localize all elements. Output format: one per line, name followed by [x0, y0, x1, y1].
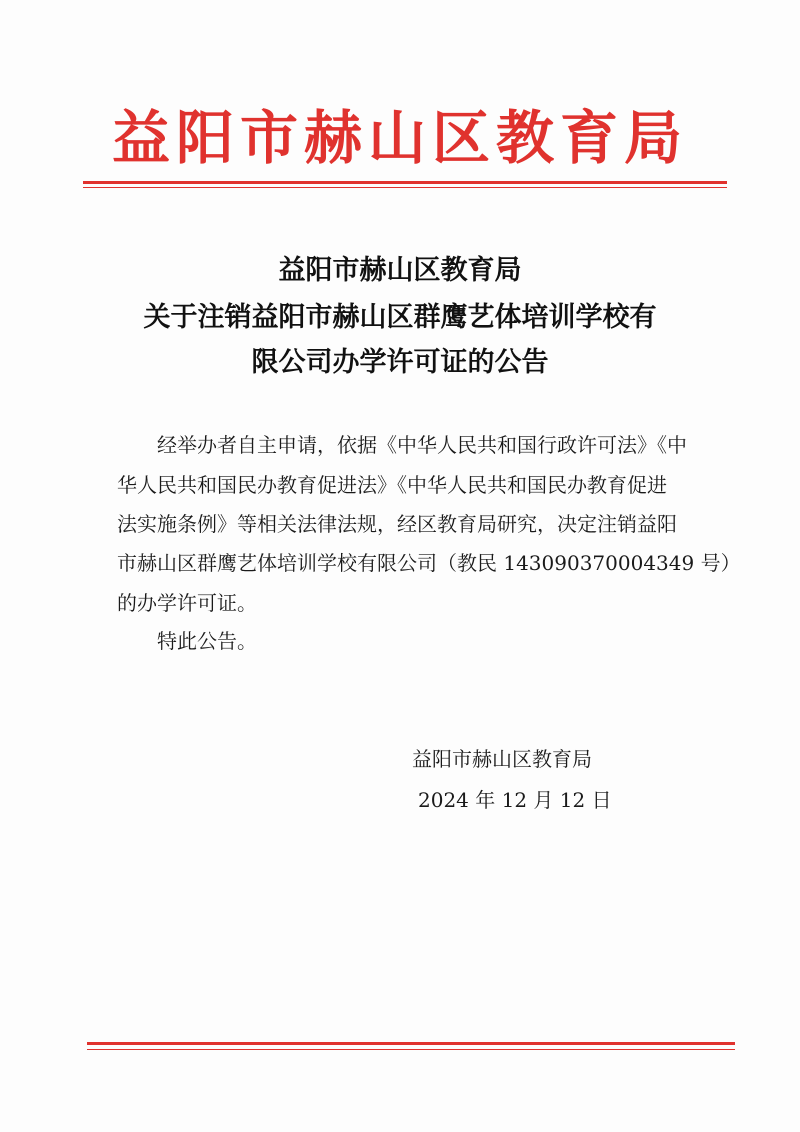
body-line-4: 市赫山区群鹰艺体培训学校有限公司（教民 143090370004349 号） [117, 551, 741, 575]
notice-title-line-2: 关于注销益阳市赫山区群鹰艺体培训学校有 [143, 302, 657, 333]
body-line-5: 的办学许可证。 [117, 591, 257, 615]
closing-line: 特此公告。 [157, 629, 257, 653]
body-line-1: 经举办者自主申请，依据《中华人民共和国行政许可法》《中 [157, 433, 687, 457]
signature-issuer: 益阳市赫山区教育局 [412, 747, 592, 771]
notice-title-line-1: 益阳市赫山区教育局 [278, 255, 522, 286]
letterhead-rule-thin [83, 187, 727, 188]
body-line-3: 法实施条例》等相关法律法规，经区教育局研究，决定注销益阳 [117, 512, 677, 536]
letterhead-rule-thick [83, 181, 727, 184]
footer-rule-thick [87, 1042, 735, 1045]
letterhead-title: 益阳市赫山区教育局 [111, 104, 688, 172]
body-line-2: 华人民共和国民办教育促进法》《中华人民共和国民办教育促进 [117, 473, 667, 497]
notice-title-line-3: 限公司办学许可证的公告 [251, 347, 549, 378]
signature-date: 2024 年 12 月 12 日 [418, 788, 612, 812]
footer-rule-thin [87, 1049, 735, 1050]
